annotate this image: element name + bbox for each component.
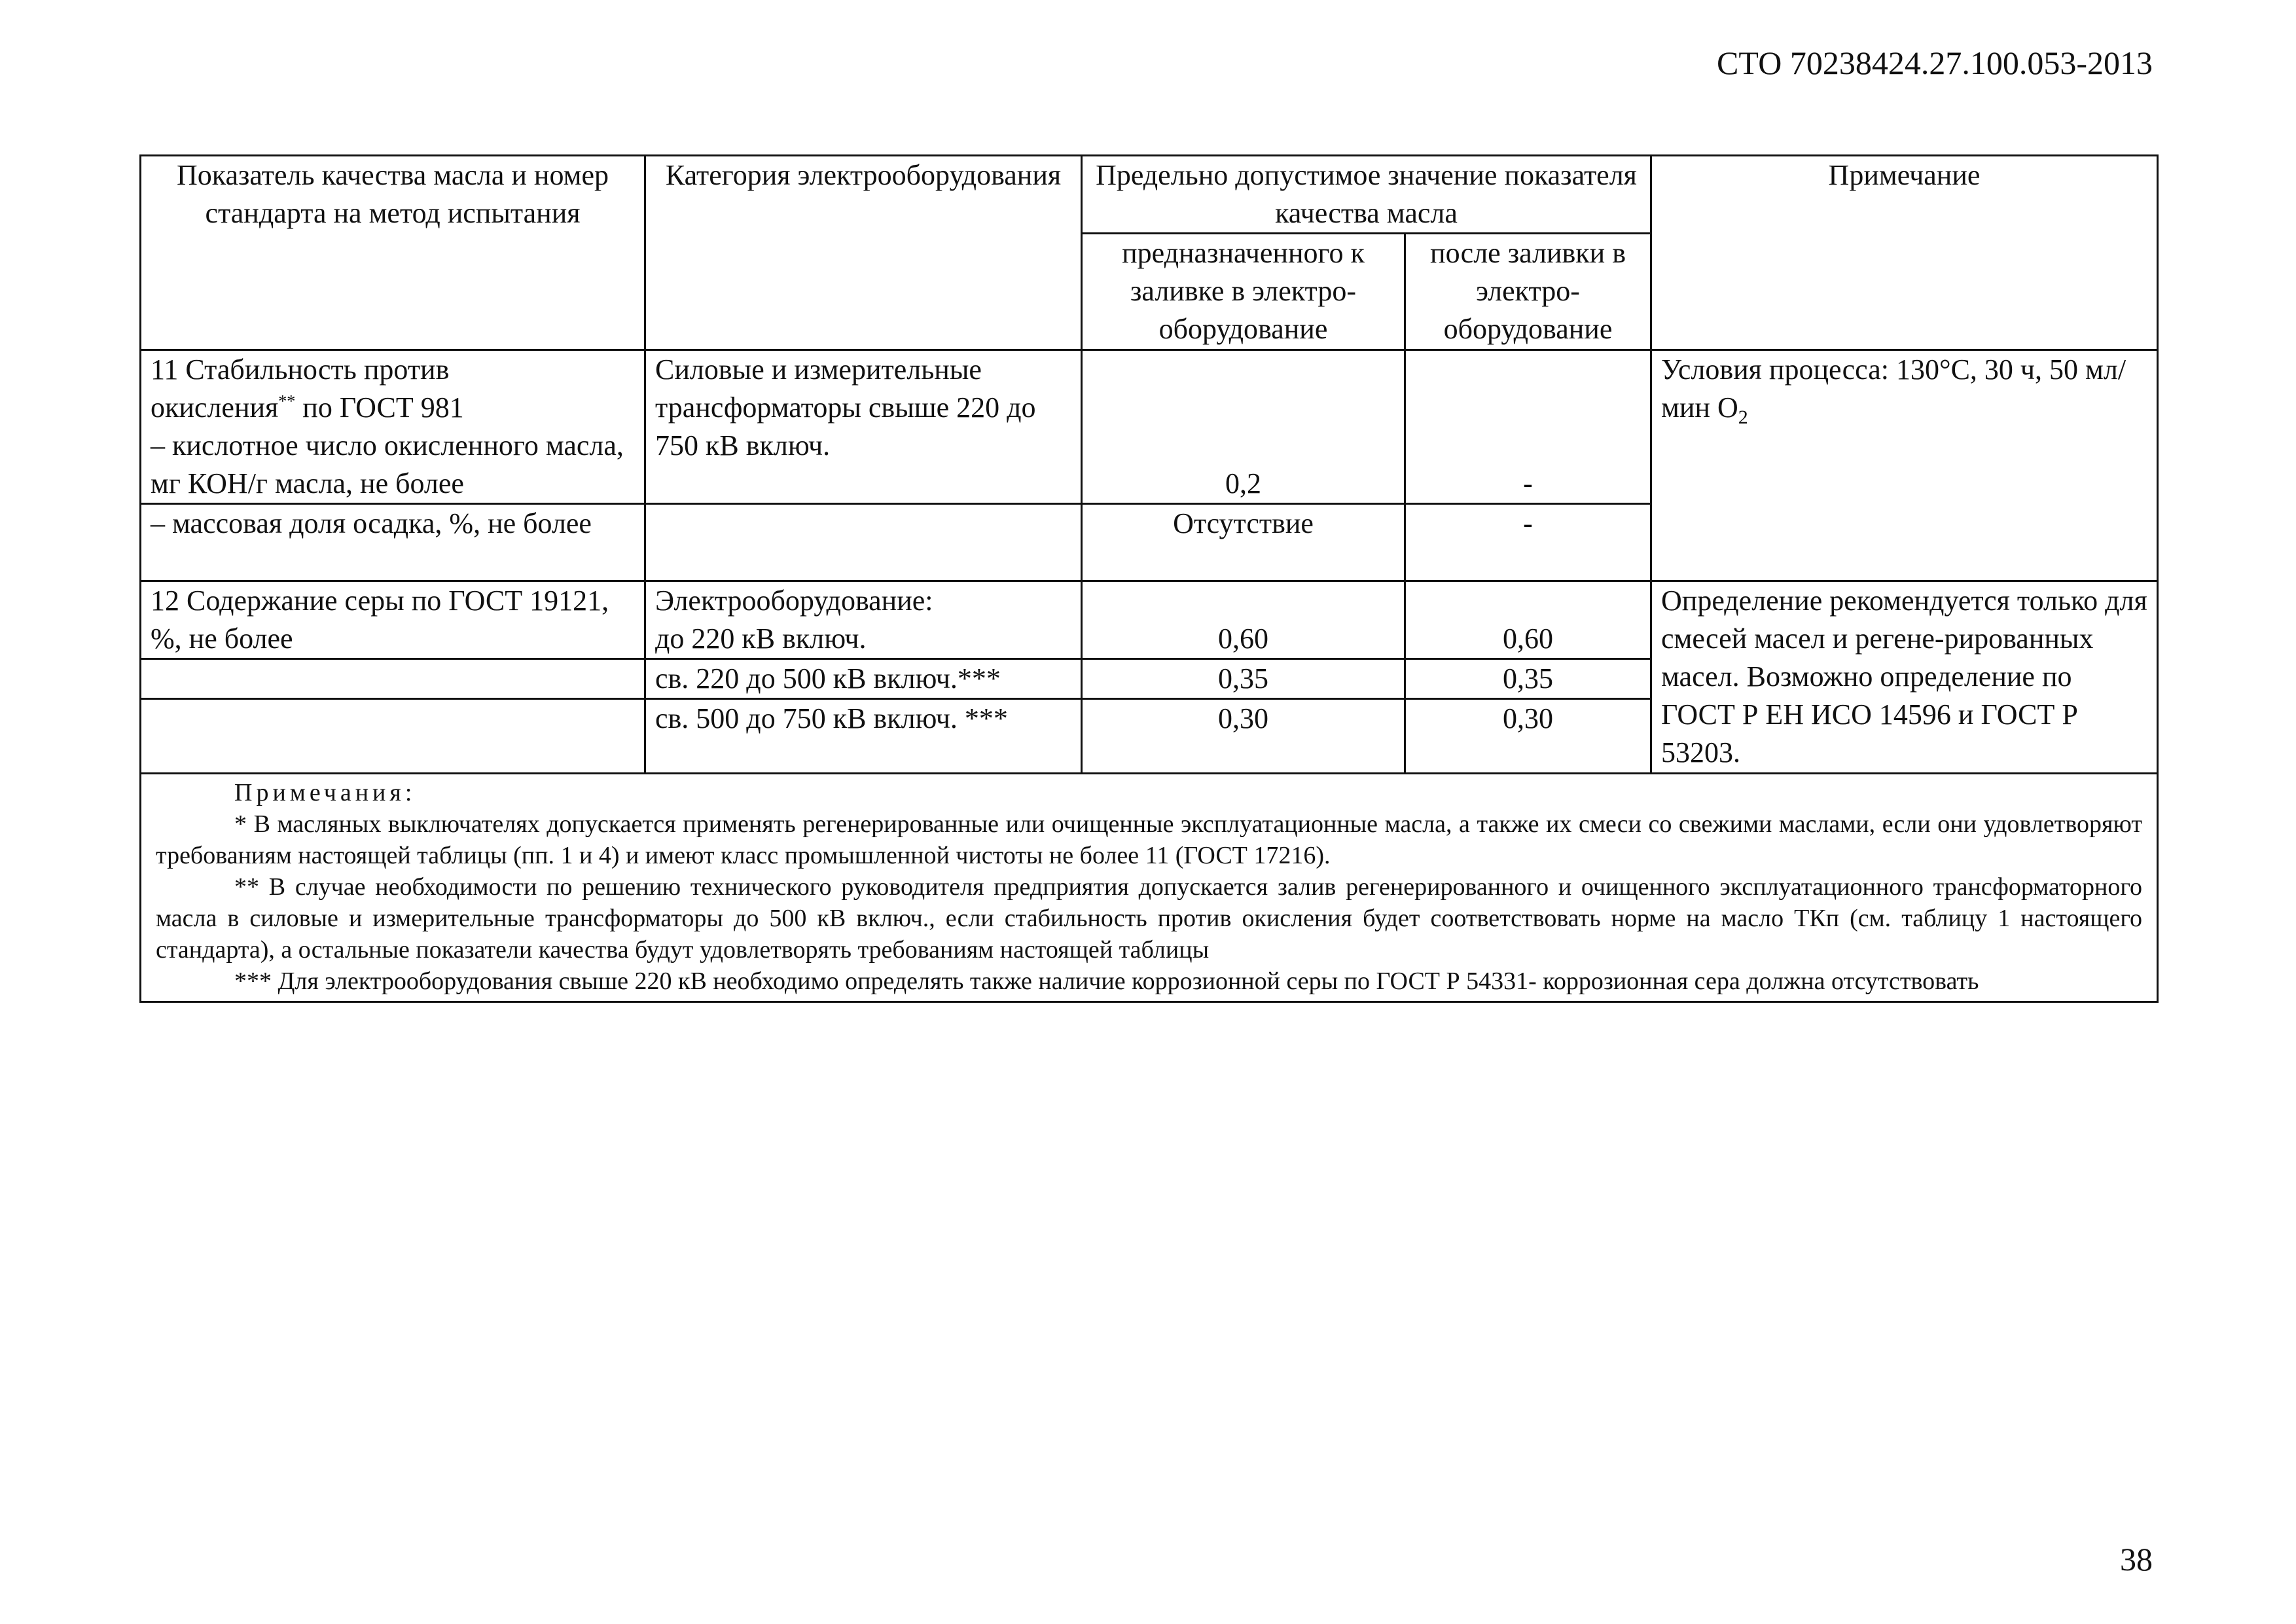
header-category: Категория электрооборудования [645,156,1082,350]
header-note: Примечание [1651,156,2158,350]
row12b-before-value: 0,35 [1082,659,1405,699]
row12c-category: св. 500 до 750 кВ включ. *** [645,699,1082,774]
document-code: СТО 70238424.27.100.053-2013 [1717,45,2153,81]
row12b-indicator [141,659,645,699]
row11-indicator-line2: окисления** по ГОСТ 981 [151,391,464,424]
row11b-indicator: – массовая доля осадка, %, не более [141,504,645,581]
row11-indicator-acid: – кислотное число окисленного масла, мг КОН/г масла, не более [151,429,624,499]
header-before-filling: предназначенного к заливке в электро-оборудование [1082,234,1405,350]
note-3: *** Для электрооборудования свыше 220 кВ необходимо определять также наличие коррозионной серы по ГОСТ Р 54331- коррозионная сера должна отсутствовать [234,967,1979,995]
notes-title: Примечания: [234,779,416,806]
row12c-after-value: 0,30 [1405,699,1651,774]
row12b-after-value: 0,35 [1405,659,1651,699]
row12-after-value: 0,60 [1405,581,1651,659]
row11-before-value: 0,2 [1082,350,1405,504]
row11b-before-value: Отсутствие [1082,504,1405,581]
row11-after-value: - [1405,350,1651,504]
row12c-indicator [141,699,645,774]
row11b-category [645,504,1082,581]
row11-indicator [141,350,645,504]
row12c-before-value: 0,30 [1082,699,1405,774]
page-number: 38 [2120,1541,2153,1578]
row11-indicator-line1: 11 Стабильность против [151,353,450,386]
row11-note: Условия процесса: 130°С, 30 ч, 50 мл/мин $O_2$ [1651,350,2158,581]
row11-category: Силовые и измерительные трансформаторы свыше 220 до 750 кВ включ. [645,350,1082,504]
row12-category: Электрооборудование: до 220 кВ включ. [645,581,1082,659]
row12b-category: св. 220 до 500 кВ включ.*** [645,659,1082,699]
header-after-filling: после заливки в электро-оборудование [1405,234,1651,350]
note-1: * В масляных выключателях допускается применять регенерированные или очищенные эксплуатационные масла, а также их смеси со свежими маслами, если они удовлетворяют требованиям настоящей таблицы (пп. 1 и 4) и имеют класс промышленной чистоты не более 11 (ГОСТ 17216). [156,810,2142,869]
row12-before-value: 0,60 [1082,581,1405,659]
row12-indicator: 12 Содержание серы по ГОСТ 19121, %, не более [141,581,645,659]
oil-quality-table [139,154,2159,1003]
header-indicator: Показатель качества масла и номер стандарта на метод испытания [141,156,645,350]
table-notes [141,774,2158,1002]
row11b-after-value: - [1405,504,1651,581]
header-limit-group: Предельно допустимое значение показателя качества масла [1082,156,1651,234]
row12-note: Определение рекомендуется только для смесей масел и регене-рированных масел. Возможно определение по ГОСТ Р ЕН ИСО 14596 и ГОСТ Р 53203. [1651,581,2158,774]
note-2: ** В случае необходимости по решению технического руководителя предприятия допускается залив регенерированного и очищенного эксплуатационного трансформаторного масла в силовые и измерительные трансформаторы до 500 кВ включ., если стабильность против окисления будет соответствовать норме на масло ТКп (см. таблицу 1 настоящего стандарта), а остальные показатели качества будут удовлетворять требованиям настоящей таблицы [156,873,2142,964]
